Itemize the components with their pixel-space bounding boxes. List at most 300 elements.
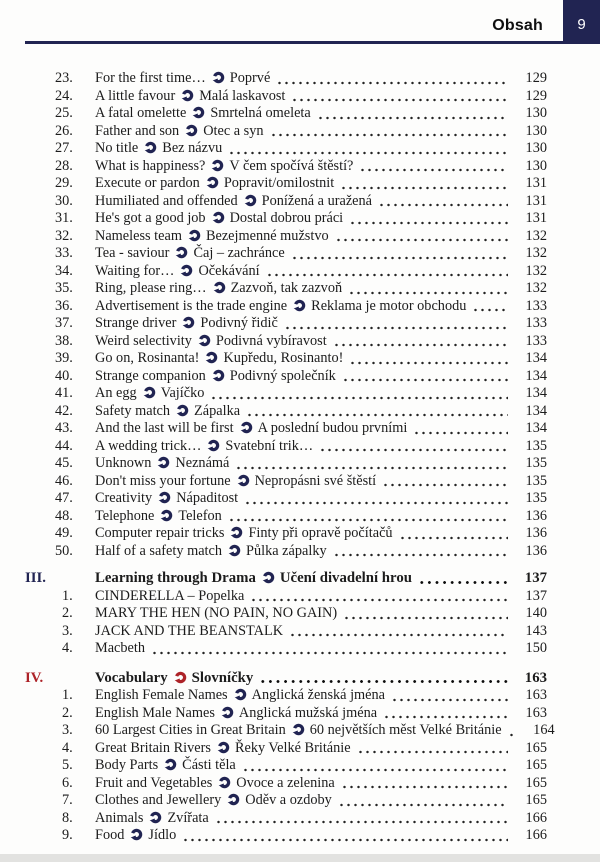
toc-entry <box>25 70 547 88</box>
entry-number: 9. <box>62 827 73 843</box>
entry-title <box>95 368 336 386</box>
entry-number: 39. <box>55 350 73 366</box>
dot-leader <box>284 326 508 330</box>
entry-title <box>95 438 313 456</box>
dot-leader <box>319 448 508 452</box>
translation-arrow-icon <box>286 722 310 740</box>
entry-number: 29. <box>55 175 73 191</box>
entry-page-number: 132 <box>525 245 547 261</box>
translation-arrow-icon <box>287 298 311 316</box>
toc-entry <box>25 640 547 658</box>
translation-arrow-icon <box>124 827 148 845</box>
entry-title <box>95 588 244 606</box>
entry-title-english: MARY THE HEN (NO PAIN, NO GAIN) <box>95 605 338 621</box>
dot-leader <box>246 413 508 417</box>
entry-page-number: 150 <box>525 640 547 656</box>
entry-page-number: 163 <box>524 669 547 686</box>
entry-title-czech: Zazvoň, tak zazvoň <box>230 280 343 296</box>
entry-number: 28. <box>55 157 73 174</box>
scan-edge-strip <box>0 854 600 862</box>
entry-title <box>95 640 145 658</box>
toc-entry <box>25 722 555 740</box>
entry-title <box>95 193 372 211</box>
entry-number: 4. <box>62 640 73 656</box>
entry-number: IV. <box>25 669 44 686</box>
entry-title <box>95 605 337 623</box>
page-number-box <box>563 0 600 44</box>
entry-number: 36. <box>55 297 73 314</box>
translation-arrow-icon <box>211 740 235 758</box>
toc-entry <box>25 827 547 845</box>
dot-leader <box>317 116 508 120</box>
entry-title-czech: Bezejmenné mužstvo <box>205 227 329 244</box>
entry-title-english: Computer repair tricks <box>95 525 225 541</box>
entry-title-czech: Nepropásni své štěstí <box>254 472 377 489</box>
toc-entry <box>25 403 547 421</box>
entry-page-number: 135 <box>525 437 547 454</box>
entry-title-english: Humiliated and offended <box>95 192 238 209</box>
dot-leader <box>399 536 508 540</box>
translation-arrow-icon <box>137 385 161 403</box>
entry-number: 46. <box>55 472 73 489</box>
entry-title-czech: Ponížená a uražená <box>261 192 373 209</box>
entry-number: 38. <box>55 332 73 349</box>
entry-title <box>95 140 222 158</box>
entry-page-number: 165 <box>525 739 547 756</box>
entry-number: 3. <box>62 622 73 639</box>
translation-arrow-icon <box>205 158 229 176</box>
toc-entry <box>25 588 547 606</box>
entry-number: 43. <box>55 420 73 436</box>
entry-title-czech: Neznámá <box>175 455 230 471</box>
translation-arrow-icon <box>212 775 236 793</box>
dot-leader <box>235 466 508 470</box>
entry-title <box>95 105 311 123</box>
translation-arrow-icon <box>143 810 167 828</box>
entry-title-czech: 60 největších měst Velké Británie <box>309 722 502 738</box>
entry-title <box>95 315 278 333</box>
entry-page-number: 165 <box>525 774 547 791</box>
entry-page-number: 133 <box>525 297 547 314</box>
toc-entry <box>25 105 547 123</box>
entry-title-english: Tea - saviour <box>95 245 170 261</box>
entry-title-czech: Části těla <box>182 757 236 773</box>
entry-title-english: Telephone <box>95 507 155 524</box>
dot-leader <box>418 580 508 585</box>
entry-title <box>95 722 502 740</box>
translation-arrow-icon <box>175 88 199 106</box>
toc-entry <box>25 543 547 561</box>
entry-title-czech: Čaj – zachránce <box>193 245 285 261</box>
entry-title-english: Weird selectivity <box>95 332 192 349</box>
entry-title <box>95 508 222 526</box>
entry-number: 34. <box>55 262 73 279</box>
entry-number: 6. <box>62 774 73 791</box>
dot-leader <box>383 715 508 719</box>
entry-page-number: 135 <box>525 490 547 506</box>
entry-page-number: 137 <box>524 570 547 586</box>
toc-section-heading <box>25 670 547 688</box>
toc-entry <box>25 792 547 810</box>
entry-title <box>95 623 283 641</box>
entry-page-number: 165 <box>525 757 547 773</box>
dot-leader <box>250 598 508 602</box>
toc-entry <box>25 315 547 333</box>
toc-entry <box>25 438 547 456</box>
entry-title-english: Ring, please ring… <box>95 280 207 296</box>
entry-title-czech: A poslední budou prvními <box>257 420 408 436</box>
entry-title-czech: Jídlo <box>148 827 177 843</box>
page-header <box>0 0 600 44</box>
entry-title <box>95 420 407 438</box>
entry-title-english: A fatal omelette <box>95 105 187 121</box>
toc-entry <box>25 245 547 263</box>
entry-title <box>95 473 376 491</box>
entry-number: 25. <box>55 105 73 121</box>
translation-arrow-icon <box>186 105 210 123</box>
dot-leader <box>413 431 508 435</box>
entry-title-czech: Telefon <box>178 507 222 524</box>
entry-number: 47. <box>55 490 73 506</box>
entry-title-czech: Otec a syn <box>203 122 264 139</box>
dot-leader <box>391 698 508 702</box>
entry-number: 44. <box>55 437 73 454</box>
entry-title-english: Half of a safety match <box>95 542 223 559</box>
dot-leader <box>349 361 508 365</box>
entry-title-english: Fruit and Vegetables <box>95 774 213 791</box>
entry-page-number: 137 <box>525 587 547 604</box>
page-title: Obsah <box>492 17 543 34</box>
entry-title-english: Creativity <box>95 490 153 506</box>
entry-page-number: 136 <box>525 525 547 541</box>
translation-arrow-icon <box>221 792 245 810</box>
toc-entry <box>25 210 547 228</box>
entry-title-czech: Slovníčky <box>191 669 254 686</box>
entry-title-english: He's got a good job <box>95 210 206 226</box>
entry-title-czech: Bez názvu <box>162 140 223 156</box>
entry-page-number: 134 <box>525 367 547 384</box>
dot-leader <box>291 256 508 260</box>
toc-entry <box>25 193 547 211</box>
entry-title-czech: Podivná vybíravost <box>215 332 327 349</box>
toc-entry <box>25 333 547 351</box>
entry-title-english: An egg <box>95 385 137 401</box>
entry-title-english: What is happiness? <box>95 157 206 174</box>
entry-title-czech: Poprvé <box>229 70 271 86</box>
entry-title-english: Clothes and Jewellery <box>95 792 222 808</box>
entry-title-english: Body Parts <box>95 757 159 773</box>
entry-page-number: 132 <box>525 262 547 279</box>
entry-number: 31. <box>55 210 73 226</box>
entry-title-czech: Smrtelná omeleta <box>210 105 311 121</box>
entry-title-czech: Oděv a ozdoby <box>245 792 332 808</box>
entry-page-number: 136 <box>525 507 547 524</box>
entry-title-english: Great Britain Rivers <box>95 739 211 756</box>
entry-title-english: Animals <box>95 809 144 826</box>
translation-arrow-icon <box>238 193 262 211</box>
entry-title-english: A little favour <box>95 87 176 104</box>
entry-title <box>95 88 285 106</box>
entry-page-number: 164 <box>533 722 555 738</box>
entry-number: III. <box>25 570 46 586</box>
entry-page-number: 135 <box>525 472 547 489</box>
entry-title <box>95 298 466 316</box>
entry-page-number: 131 <box>525 192 547 209</box>
toc-entry <box>25 757 547 775</box>
dot-leader <box>228 151 508 155</box>
entry-title-english: Safety match <box>95 402 171 419</box>
entry-title-english: Unknown <box>95 455 152 471</box>
entry-title-czech: Dostal dobrou práci <box>229 210 344 226</box>
entry-number: 1. <box>62 687 73 703</box>
entry-title <box>95 570 412 588</box>
entry-title-english: Nameless team <box>95 227 182 244</box>
entry-title <box>95 687 385 705</box>
entry-title-english: And the last will be first <box>95 420 234 436</box>
translation-arrow-icon <box>200 175 224 193</box>
translation-arrow-icon <box>222 543 246 561</box>
entry-title-czech: Reklama je motor obchodu <box>311 297 467 314</box>
page-number: 9 <box>577 15 586 33</box>
dot-leader <box>349 221 508 225</box>
entry-title-english: English Male Names <box>95 704 215 721</box>
entry-number: 40. <box>55 367 73 384</box>
entry-title-english: Learning through Drama <box>95 570 256 586</box>
entry-number: 45. <box>55 455 73 471</box>
toc-entry <box>25 420 547 438</box>
entry-page-number: 132 <box>525 280 547 296</box>
entry-title-czech: Očekávání <box>198 262 260 279</box>
entry-title-english: Food <box>95 827 125 843</box>
dot-leader <box>244 501 508 505</box>
entry-title <box>95 757 236 775</box>
entry-title-czech: Malá laskavost <box>199 87 286 104</box>
entry-title-english: Execute or pardon <box>95 175 200 191</box>
entry-title <box>95 670 253 688</box>
entry-number: 50. <box>55 542 73 559</box>
toc-entry <box>25 623 547 641</box>
translation-arrow-icon <box>158 757 182 775</box>
translation-arrow-icon <box>206 70 230 88</box>
entry-page-number: 130 <box>525 105 547 121</box>
entry-title-czech: Vajíčko <box>160 385 205 401</box>
translation-arrow-icon <box>169 245 193 263</box>
translation-arrow-icon <box>224 525 248 543</box>
entry-number: 42. <box>55 402 73 419</box>
entry-title-czech: Řeky Velké Británie <box>234 739 351 756</box>
dot-leader <box>276 81 508 85</box>
entry-number: 3. <box>62 722 73 738</box>
translation-arrow-icon <box>199 350 223 368</box>
entry-page-number: 131 <box>525 210 547 226</box>
toc-entry <box>25 525 547 543</box>
entry-title <box>95 245 285 263</box>
entry-title <box>95 775 335 793</box>
entry-number: 32. <box>55 227 73 244</box>
translation-arrow-icon <box>179 123 203 141</box>
entry-title-english: Advertisement is the trade engine <box>95 297 288 314</box>
toc-entry <box>25 228 547 246</box>
entry-page-number: 140 <box>525 605 547 621</box>
entry-title <box>95 455 229 473</box>
translation-arrow-icon <box>170 403 194 421</box>
entry-page-number: 136 <box>525 542 547 559</box>
dot-leader <box>338 803 508 807</box>
toc-entry <box>25 123 547 141</box>
entry-number: 24. <box>55 87 73 104</box>
entry-title-english: 60 Largest Cities in Great Britain <box>95 722 286 738</box>
translation-arrow-icon <box>207 280 231 298</box>
entry-title-english: Strange companion <box>95 367 206 384</box>
toc-entry <box>25 368 547 386</box>
entry-title-english: Vocabulary <box>95 669 168 686</box>
entry-title <box>95 350 343 368</box>
translation-arrow-icon <box>228 687 252 705</box>
entry-title-czech: Nápaditost <box>176 490 239 506</box>
toc-entry <box>25 605 547 623</box>
entry-page-number: 134 <box>525 385 547 401</box>
toc-entry <box>25 705 547 723</box>
dot-leader <box>333 343 508 347</box>
entry-title-czech: Podivný společník <box>229 367 336 384</box>
translation-arrow-icon <box>176 315 200 333</box>
toc-entry <box>25 490 547 508</box>
translation-arrow-icon <box>152 490 176 508</box>
entry-title-english: A wedding trick… <box>95 437 202 454</box>
toc-entry <box>25 350 547 368</box>
translation-arrow-icon <box>234 420 258 438</box>
dot-leader <box>508 733 516 737</box>
entry-number: 27. <box>55 140 73 156</box>
entry-title-czech: Anglická mužská jména <box>238 704 378 721</box>
entry-title-czech: Anglická ženská jména <box>251 687 386 703</box>
entry-page-number: 130 <box>525 157 547 174</box>
entry-title <box>95 263 260 281</box>
entry-title-english: CINDERELLA – Popelka <box>95 587 245 604</box>
entry-title-english: No title <box>95 140 139 156</box>
dot-leader <box>291 98 508 102</box>
dot-leader <box>343 616 508 620</box>
entry-title <box>95 403 240 421</box>
entry-page-number: 134 <box>525 402 547 419</box>
entry-title-czech: Zvířata <box>167 809 209 826</box>
entry-title <box>95 175 334 193</box>
entry-title <box>95 525 393 543</box>
toc-entry <box>25 263 547 281</box>
entry-title-english: Macbeth <box>95 640 146 656</box>
translation-arrow-icon <box>151 455 175 473</box>
entry-title-english: English Female Names <box>95 687 228 703</box>
entry-title-czech: V čem spočívá štěstí? <box>229 157 354 174</box>
translation-arrow-icon <box>192 333 216 351</box>
entry-number: 37. <box>55 315 73 331</box>
entry-title-english: For the first time… <box>95 70 206 86</box>
entry-page-number: 129 <box>525 87 547 104</box>
entry-page-number: 133 <box>525 332 547 349</box>
translation-arrow-icon <box>201 438 225 456</box>
entry-title <box>95 792 332 810</box>
entry-title <box>95 385 204 403</box>
entry-page-number: 132 <box>525 227 547 244</box>
entry-number: 30. <box>55 192 73 209</box>
entry-page-number: 134 <box>525 350 547 366</box>
entry-page-number: 130 <box>525 140 547 156</box>
dot-leader <box>335 238 508 242</box>
entry-page-number: 165 <box>525 792 547 808</box>
dot-leader <box>215 820 508 824</box>
entry-page-number: 163 <box>525 704 547 721</box>
entry-page-number: 166 <box>525 827 547 843</box>
toc-entry <box>25 775 547 793</box>
translation-arrow-icon <box>138 140 162 158</box>
entry-number: 2. <box>62 605 73 621</box>
dot-leader <box>228 518 508 522</box>
header-rule <box>25 41 600 44</box>
entry-title <box>95 70 270 88</box>
toc-entry <box>25 687 547 705</box>
translation-arrow-icon <box>206 368 230 386</box>
translation-arrow-icon <box>182 228 206 246</box>
entry-title <box>95 123 264 141</box>
entry-title-czech: Podivný řidič <box>200 315 278 331</box>
dot-leader <box>359 168 508 172</box>
toc-entry <box>25 473 547 491</box>
dot-leader <box>333 553 508 557</box>
entry-number: 48. <box>55 507 73 524</box>
dot-leader <box>357 750 508 754</box>
entry-title <box>95 210 343 228</box>
entry-page-number: 130 <box>525 122 547 139</box>
toc-entry <box>25 508 547 526</box>
dot-leader <box>266 273 508 277</box>
toc-entry <box>25 740 547 758</box>
entry-title-czech: Půlka zápalky <box>246 542 327 559</box>
dot-leader <box>340 186 508 190</box>
entry-title-czech: Svatební trik… <box>225 437 314 454</box>
entry-number: 33. <box>55 245 73 261</box>
entry-number: 41. <box>55 385 73 401</box>
entry-number: 5. <box>62 757 73 773</box>
entry-page-number: 129 <box>525 70 547 86</box>
toc-entry <box>25 280 547 298</box>
dot-leader <box>270 133 508 137</box>
entry-title <box>95 827 176 845</box>
toc-entry <box>25 810 547 828</box>
toc-section-heading <box>25 570 547 588</box>
entry-page-number: 163 <box>525 687 547 703</box>
translation-arrow-icon <box>154 508 178 526</box>
entry-title <box>95 280 342 298</box>
entry-title-czech: Učení divadelní hrou <box>279 570 412 586</box>
dot-leader <box>289 633 508 637</box>
entry-title-english: Waiting for… <box>95 262 175 279</box>
toc-entry <box>25 455 547 473</box>
entry-title <box>95 158 353 176</box>
dot-leader <box>382 483 508 487</box>
toc-entry <box>25 175 547 193</box>
entry-number: 26. <box>55 122 73 139</box>
translation-arrow-icon <box>168 670 192 688</box>
table-of-contents <box>25 70 555 845</box>
dot-leader <box>342 378 508 382</box>
entry-title <box>95 228 329 246</box>
translation-arrow-icon <box>215 705 239 723</box>
entry-title <box>95 740 351 758</box>
translation-arrow-icon <box>206 210 230 228</box>
entry-title-english: Father and son <box>95 122 180 139</box>
entry-title <box>95 333 327 351</box>
entry-title <box>95 543 327 561</box>
